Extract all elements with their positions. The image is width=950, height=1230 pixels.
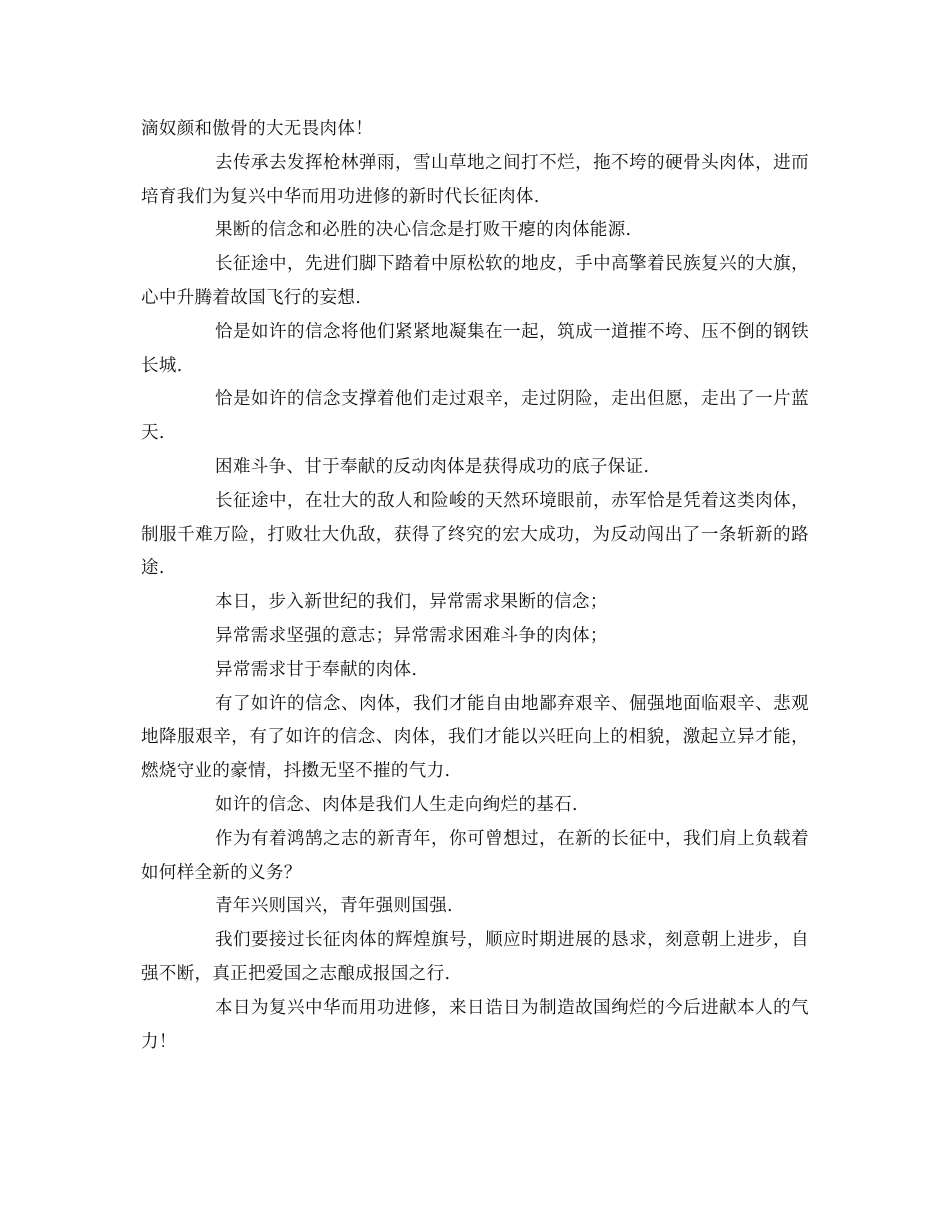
paragraph: 去传承去发挥枪林弹雨，雪山草地之间打不烂，拖不垮的硬骨头肉体，进而培育我们为复兴中华而用功进修的新时代长征肉体. (141, 152, 809, 207)
paragraph: 青年兴则国兴，青年强则国强. (215, 896, 453, 917)
paragraph: 果断的信念和必胜的决心信念是打败干瘪的肉体能源. (215, 220, 632, 241)
paragraph: 本日，步入新世纪的我们，异常需求果断的信念； (215, 592, 608, 613)
paragraph: 我们要接过长征肉体的辉煌旗号，顺应时期进展的恳求，刻意朝上进步，自强不断，真正把爱国之志酿成报国之行. (141, 930, 809, 984)
paragraph: 困难斗争、甘于奉献的反动肉体是获得成功的底子保证. (215, 456, 650, 477)
paragraph: 长征途中，在壮大的敌人和险峻的天然环境眼前，赤军恰是凭着这类肉体，制服千难万险，打败壮大仇敌，获得了终究的宏大成功，为反动闯出了一条斩新的路途. (141, 490, 809, 579)
paragraph: 滴奴颜和傲骨的大无畏肉体！ (141, 119, 374, 139)
document-body (141, 113, 809, 1059)
paragraph: 恰是如许的信念将他们紧紧地凝集在一起，筑成一道摧不垮、压不倒的钢铁长城. (141, 321, 809, 376)
paragraph: 长征途中，先进们脚下踏着中原松软的地皮，手中高擎着民族复兴的大旗，心中升腾着故国飞行的妄想. (141, 254, 809, 308)
paragraph: 作为有着鸿鹄之志的新青年，你可曾想过，在新的长征中，我们肩上负载着如何样全新的义务？ (141, 828, 809, 883)
paragraph: 本日为复兴中华而用功进修，来日诰日为制造故国绚烂的今后进献本人的气力！ (141, 997, 809, 1052)
paragraph: 异常需求坚强的意志；异常需求困难斗争的肉体； (215, 625, 608, 646)
paragraph: 有了如许的信念、肉体，我们才能自由地鄙弃艰辛、倔强地面临艰辛、悲观地降服艰辛，有了如许的信念、肉体，我们才能以兴旺向上的相貌，激起立异才能，燃烧守业的豪情，抖擞无坚不摧的气力. (141, 693, 809, 782)
paragraph: 如许的信念、肉体是我们人生走向绚烂的基石. (215, 794, 578, 815)
paragraph: 异常需求甘于奉献的肉体. (215, 659, 418, 680)
paragraph: 恰是如许的信念支撑着他们走过艰辛，走过阴险，走出但愿，走出了一片蓝天. (141, 389, 809, 444)
